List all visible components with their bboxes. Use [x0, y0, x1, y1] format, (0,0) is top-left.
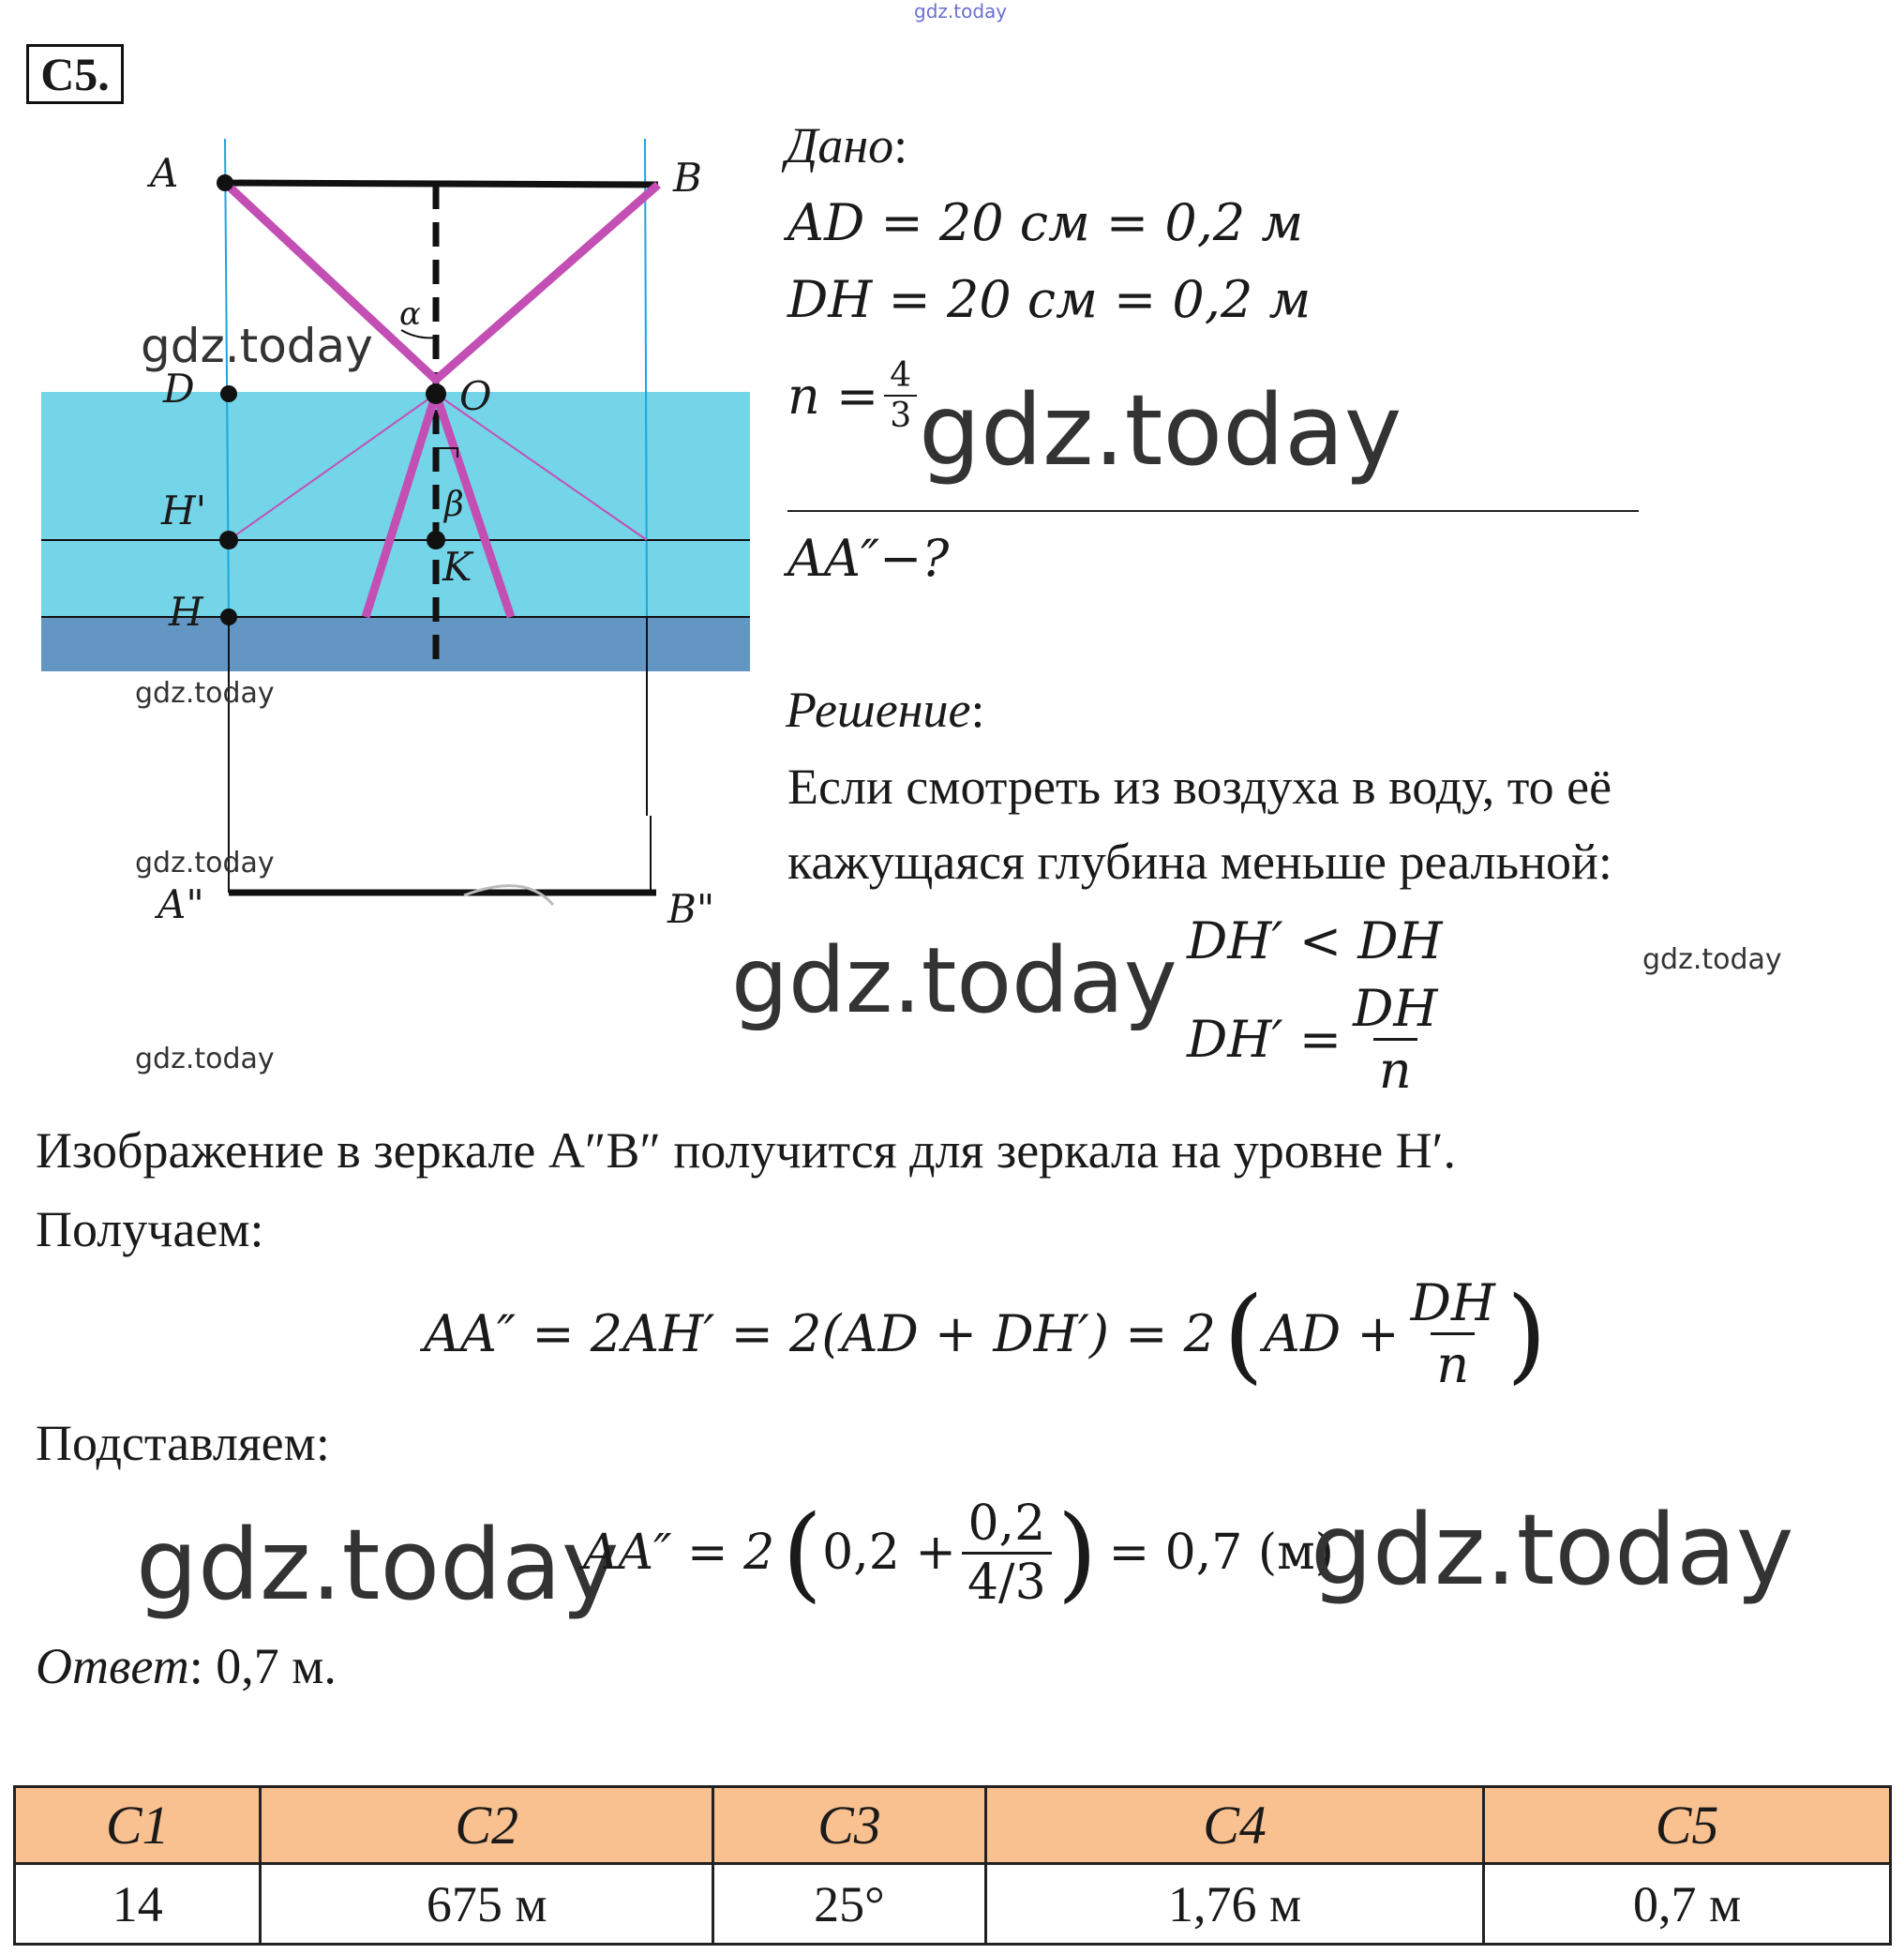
answers-header-c4: C4 [985, 1787, 1483, 1864]
answers-value-c5: 0,7 м [1484, 1864, 1891, 1945]
answers-value-c3: 25° [712, 1864, 985, 1945]
label-beta: β [444, 486, 464, 524]
answers-value-c2: 675 м [261, 1864, 713, 1945]
solution-line-1: Если смотреть из воздуха в воду, то её [787, 759, 1612, 815]
label-d: D [163, 366, 195, 412]
answers-header-c5: C5 [1484, 1787, 1891, 1864]
answers-table [13, 1785, 1892, 1946]
answers-header-row [15, 1787, 1891, 1864]
answers-header-c3: C3 [712, 1787, 985, 1864]
solution-line-3: Изображение в зеркале A″B″ получится для зеркала на уровне H′. [36, 1122, 1456, 1179]
point-d [220, 385, 237, 402]
label-o: O [459, 373, 492, 419]
label-a: A [150, 150, 179, 196]
given-divider [787, 510, 1639, 512]
solution-line-5: Подставляем: [36, 1415, 330, 1471]
top-watermark: gdz.today [914, 0, 1008, 23]
label-a-dd: A" [157, 881, 204, 927]
given-dh: DH = 20 см = 0,2 м [787, 270, 1312, 329]
watermark-right-small: gdz.today [1642, 943, 1782, 976]
answers-value-c1: 14 [15, 1864, 261, 1945]
label-k: K [442, 544, 472, 590]
given-find: AA″−? [787, 529, 950, 588]
watermark-bottom-left-big: gdz.today [136, 1508, 620, 1622]
optics-diagram [0, 0, 769, 938]
problem-label: C5. [26, 44, 124, 104]
given-heading: Дано: [786, 117, 908, 173]
watermark-diagram-2: gdz.today [135, 677, 275, 710]
ab-line [225, 183, 658, 185]
solution-apparent-depth: DH′ = $\frac{DH}{n}$ [1187, 979, 1438, 1100]
watermark-diagram-4: gdz.today [135, 1043, 275, 1075]
solution-heading: Решение: [786, 682, 985, 738]
solution-line-2: кажущаяся глубина меньше реальной: [787, 834, 1612, 890]
answers-value-c4: 1,76 м [985, 1864, 1483, 1945]
label-alpha: α [399, 295, 421, 333]
bottom-layer [41, 617, 750, 671]
answers-header-c2: C2 [261, 1787, 713, 1864]
label-b: B [673, 155, 702, 201]
main-formula: AA″ = 2AH′ = 2(AD + DH′) = 2 ( AD + $\frac{DH}{n}$ ) [424, 1273, 1547, 1394]
watermark-diagram-1: gdz.today [141, 319, 373, 373]
answer-line: Ответ: 0,7 м. [36, 1638, 337, 1694]
answers-header-c1: C1 [15, 1787, 261, 1864]
watermark-middle-big: gdz.today [731, 928, 1177, 1033]
point-h-prime [219, 531, 238, 549]
watermark-diagram-3: gdz.today [135, 847, 275, 879]
label-b-dd: B" [667, 886, 715, 932]
watermark-given-big: gdz.today [919, 373, 1402, 488]
water-layer [41, 392, 750, 617]
given-ad: AD = 20 см = 0,2 м [787, 193, 1304, 252]
given-n: n = $\frac{4}{3}$ [787, 356, 922, 435]
solution-line-4: Получаем: [36, 1201, 264, 1257]
point-a [217, 174, 233, 191]
point-o [426, 383, 446, 404]
solution-inequality: DH′ < DH [1187, 911, 1443, 970]
substitution-formula: AA″ = 2 ( 0,2 + $\frac{0,2}{4/3}$ ) = 0,7 (м) [583, 1493, 1334, 1613]
label-h: H [169, 589, 203, 635]
point-h [220, 609, 237, 625]
watermark-bottom-right-big: gdz.today [1311, 1493, 1794, 1607]
label-h-prime: H' [161, 488, 207, 534]
answers-value-row [15, 1864, 1891, 1945]
